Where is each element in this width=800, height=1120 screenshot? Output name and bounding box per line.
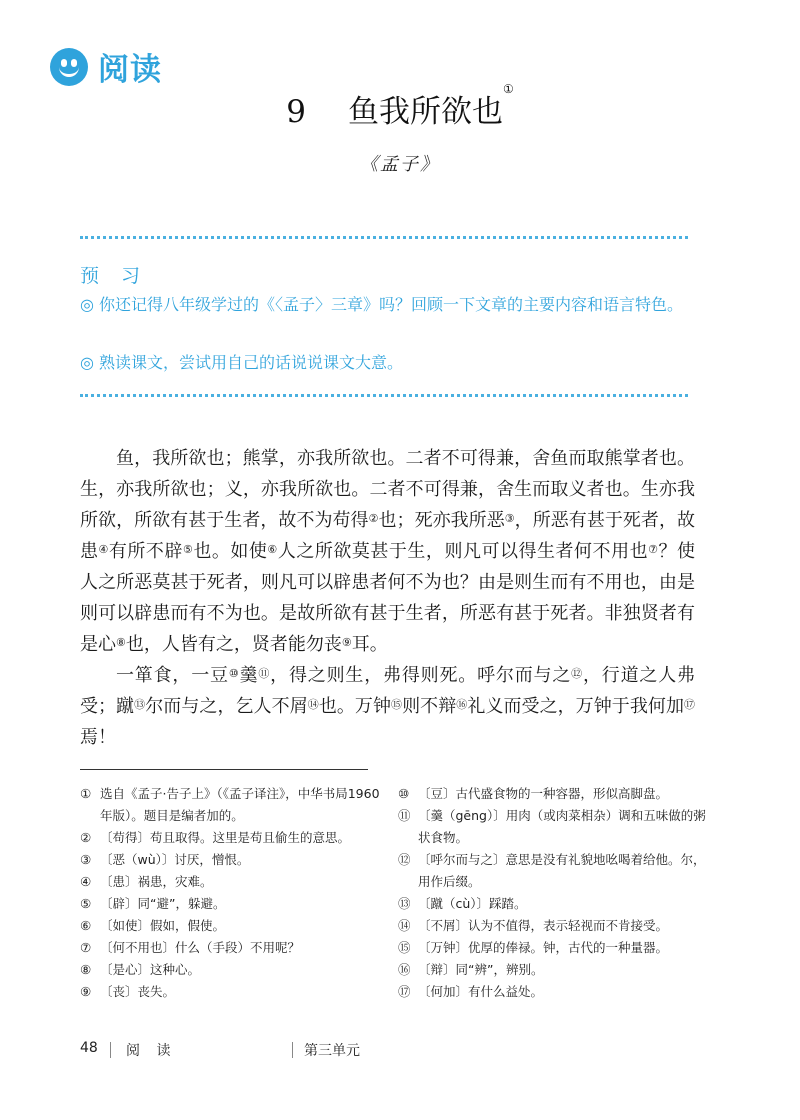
text-segment: 羹 [239, 665, 259, 686]
footnote-number: ① [80, 786, 92, 801]
footnote-text: 〔万钟〕优厚的俸禄。钟，古代的一种量器。 [418, 940, 669, 955]
footnote-marker[interactable]: ⑪ [258, 667, 271, 680]
footnote-number: ⑤ [80, 896, 92, 911]
footnote [398, 915, 708, 937]
author-line: 《孟子》 [360, 154, 440, 175]
footnote-marker[interactable]: ⑰ [684, 698, 696, 711]
footnote-marker[interactable]: ④ [98, 543, 109, 556]
footnote-marker[interactable]: ⑥ [267, 543, 278, 556]
footnote-marker[interactable]: ⑯ [456, 698, 468, 711]
footnote-number: ⑥ [80, 918, 92, 933]
footnote [80, 981, 380, 1003]
text-segment: 人之所欲莫甚于生，则凡可以得生者何不用也 [277, 541, 649, 562]
footnote [398, 959, 708, 981]
dotted-divider-top [80, 236, 688, 239]
footnote-text: 〔何加〕有什么益处。 [418, 984, 544, 999]
text-segment: 尔而与之，乞人不屑 [145, 696, 308, 717]
footnote [398, 783, 708, 805]
footnote-marker[interactable]: ⑦ [648, 543, 659, 556]
footnote-number: ⑪ [398, 808, 411, 823]
footnote-number: ⑭ [398, 918, 411, 933]
footnote [398, 849, 708, 893]
preview-item-1: ◎ 你还记得八年级学过的《〈孟子〉三章》吗？回顾一下文章的主要内容和语言特色。 [80, 295, 684, 314]
footnote-marker[interactable]: ⑮ [391, 698, 403, 711]
text-segment: 一箪食，一豆 [116, 665, 229, 686]
text-segment: ，所恶有甚于死者，故患 [80, 510, 696, 562]
footnote [398, 981, 708, 1003]
footnote-number: ⑨ [80, 984, 92, 999]
footnote-number: ⑮ [398, 940, 411, 955]
footnote [80, 871, 380, 893]
text-segment: 也；死亦我所恶 [378, 510, 505, 531]
text-segment: 也，人皆有之，贤者能勿丧 [125, 634, 342, 655]
footer-unit: 第三单元 [304, 1043, 360, 1059]
footnote-text: 选自《孟子·告子上》（《孟子译注》，中华书局1960年版）。题目是编者加的。 [100, 786, 380, 823]
footnote-number: ⑰ [398, 984, 411, 999]
text-segment: 鱼，我所欲也；熊掌，亦我所欲也。二者不可得兼，舍鱼而取熊掌者也。生，亦我所欲也；义，亦我所欲也。二者不可得兼，舍生而取义者也。生亦我所欲，所欲有甚于生者，故不为苟得 [80, 448, 695, 531]
footnote-marker[interactable]: ⑭ [307, 698, 319, 711]
footnotes-right-column [398, 783, 708, 1003]
footnote-text: 〔何不用也〕什么（手段）不用呢？ [100, 940, 301, 955]
footnote-number: ⑧ [80, 962, 92, 977]
footnote-text: 〔如使〕假如，假使。 [100, 918, 226, 933]
lesson-title-text: 鱼我所欲也 [347, 94, 503, 130]
text-segment: ，得之则生，弗得则死。呼尔而与之 [270, 665, 572, 686]
footnote [80, 849, 380, 871]
footnote-text: 〔辩〕同“辨”，辨别。 [418, 962, 544, 977]
text-segment: ？使人之所恶莫甚于死者，则凡可以辟患者何不为也？由是则生而有不用也，由是则可以辟患而有不为也。是故所欲有甚于生者，所恶有甚于死者。非独贤者有是心 [80, 541, 696, 655]
footnote-number: ② [80, 830, 92, 845]
footnote-text: 〔呼尔而与之〕意思是没有礼貌地吆喝着给他。尔，用作后缀。 [418, 852, 706, 889]
footnote [80, 915, 380, 937]
footnote-text: 〔羹（gēng）〕用肉（或肉菜相杂）调和五味做的粥状食物。 [418, 808, 706, 845]
footer-divider [110, 1042, 111, 1058]
footnote-number: ⑩ [398, 786, 410, 801]
dotted-divider-bottom [80, 394, 688, 397]
footnote [80, 937, 380, 959]
footnote-text: 〔丧〕丧失。 [100, 984, 176, 999]
section-header [50, 44, 162, 89]
footnote [80, 827, 380, 849]
paragraph-1 [80, 443, 695, 660]
footer-section: 阅 读 [126, 1043, 177, 1059]
footnote-number: ⑯ [398, 962, 411, 977]
footnote-marker[interactable]: ⑩ [228, 667, 240, 680]
footnote-rule [80, 769, 368, 770]
preview-item-2: ◎ 熟读课文，尝试用自己的话说说课文大意。 [80, 353, 404, 372]
footnote-text: 〔不屑〕认为不值得，表示轻视而不肯接受。 [418, 918, 669, 933]
lesson-title [0, 82, 800, 131]
paragraph-2 [80, 660, 695, 753]
text-segment: 则不辩 [402, 696, 457, 717]
footnote-marker[interactable]: ③ [504, 512, 515, 525]
footnote-marker[interactable]: ⑨ [341, 636, 352, 649]
text-segment: ，行道之人弗受；蹴 [80, 665, 696, 717]
footnote-text: 〔患〕祸患，灾难。 [100, 874, 213, 889]
footnote [398, 805, 708, 849]
footnote-number: ③ [80, 852, 92, 867]
title-footnote-marker[interactable]: ① [502, 82, 514, 96]
text-segment: 有所不辟 [108, 541, 183, 562]
footnote-text: 〔是心〕这种心。 [100, 962, 201, 977]
footnote-text: 〔苟得〕苟且取得。这里是苟且偷生的意思。 [100, 830, 351, 845]
section-label: 阅读 [98, 52, 162, 88]
text-segment: 耳。 [351, 634, 388, 655]
text-segment: 也。万钟 [318, 696, 392, 717]
footnote-number: ⑦ [80, 940, 92, 955]
footnote-number: ⑫ [398, 852, 411, 867]
footnote [80, 783, 380, 827]
page-number: 48 [80, 1040, 98, 1056]
text-segment: 也。如使 [193, 541, 268, 562]
footnotes-left-column [80, 783, 380, 1003]
preview-heading: 预 习 [80, 265, 149, 287]
footnote-marker[interactable]: ⑬ [134, 698, 146, 711]
footnote-text: 〔蹴（cù）〕踩踏。 [418, 896, 527, 911]
footnote [80, 893, 380, 915]
footnote-marker[interactable]: ② [368, 512, 379, 525]
footnote-text: 〔辟〕同“避”，躲避。 [100, 896, 226, 911]
main-text [80, 443, 695, 753]
footnote-marker[interactable]: ⑫ [571, 667, 583, 680]
footnote-text: 〔豆〕古代盛食物的一种容器，形似高脚盘。 [418, 786, 669, 801]
lesson-number: 9 [286, 94, 306, 130]
footnote-number: ④ [80, 874, 92, 889]
text-segment: 焉！ [80, 727, 116, 748]
footnote-text: 〔恶（wù）〕讨厌，憎恨。 [100, 852, 250, 867]
text-segment: 礼义而受之，万钟于我何加 [467, 696, 685, 717]
smiley-face-icon [50, 48, 88, 86]
footnote-marker[interactable]: ⑧ [116, 636, 126, 649]
footnote-marker[interactable]: ⑤ [182, 543, 194, 556]
footnote [80, 959, 380, 981]
footnote-number: ⑬ [398, 896, 411, 911]
footnote [398, 893, 708, 915]
footnote [398, 937, 708, 959]
footer-divider [292, 1042, 293, 1058]
